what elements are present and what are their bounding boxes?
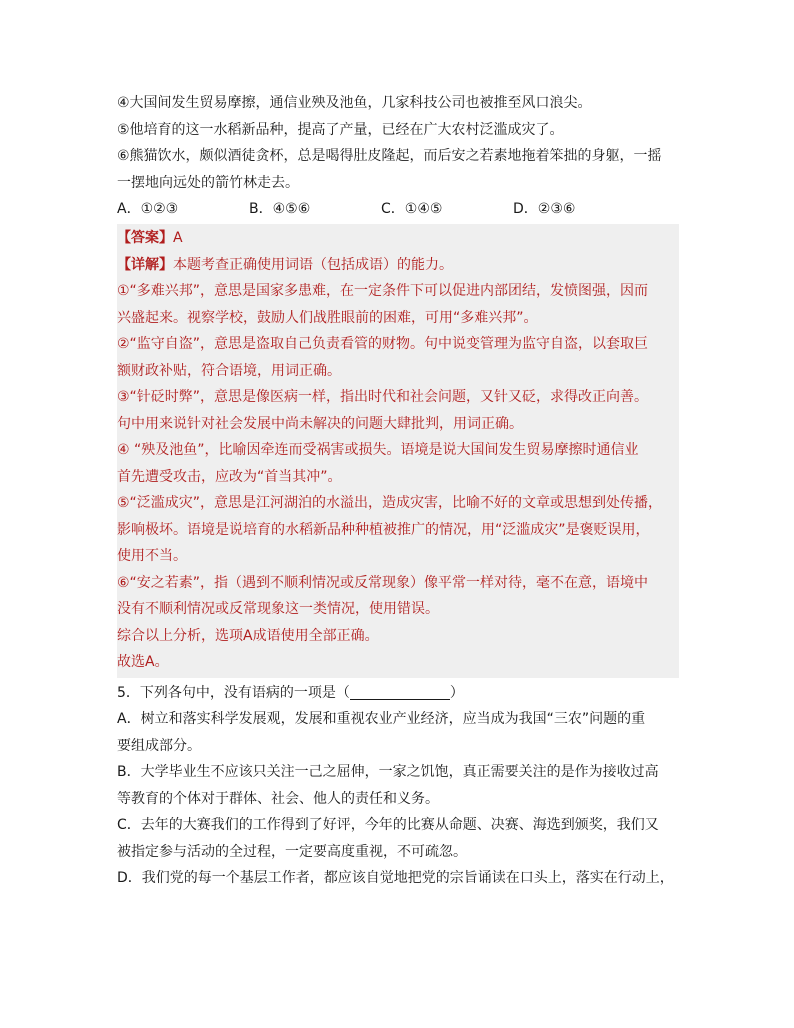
answer-blank[interactable] [350,683,450,700]
answer-value: A [173,230,183,246]
explanation-line: 使用不当。 [117,548,187,564]
explanation-line: ⑤“泛滥成灾”，意思是江河湖泊的水溢出，造成灾害，比喻不好的文章或思想到处传播， [117,495,663,511]
detail-line [117,252,679,279]
option-a: A．①②③ [117,201,179,217]
q5-option-c-continued: 被指定参与活动的全过程，一定要高度重视，不可疏忽。 [117,843,467,860]
explanation-line: 没有不顺利情况或反常现象这一类情况，使用错误。 [117,601,439,617]
option-d: D．②③⑥ [513,201,576,217]
sentence-4: ④大国间发生贸易摩擦，通信业殃及池鱼，几家科技公司也被推至风口浪尖。 [117,95,592,111]
answer-explanation-box [117,224,679,678]
summary-line: 综合以上分析，选项A成语使用全部正确。 [117,627,379,644]
explanation-line: ②“监守自盗”，意思是盗取自己负责看管的财物。句中说变管理为监守自盗，以套取巨 [117,336,649,352]
q5-option-a: A．树立和落实科学发展观，发展和重视农业产业经济，应当成为我国“三农”问题的重 [117,711,646,727]
explanation-line: ④ “殃及池鱼”，比喻因牵连而受祸害或损失。语境是说大国间发生贸易摩擦时通信业 [117,442,639,458]
q5-option-d: D．我们党的每一个基层工作者，都应该自觉地把党的宗旨诵读在口头上，落实在行动上， [117,870,674,886]
explanation-line: ①“多难兴邦”，意思是国家多患难，在一定条件下可以促进内部团结，发愤图强，因而 [117,283,649,299]
sentence-5: ⑤他培育的这一水稻新品种，提高了产量，已经在广大农村泛滥成灾了。 [117,121,564,138]
sentence-6-continued: 一摆地向远处的箭竹林走去。 [117,174,299,191]
option-c: C．①④⑤ [381,201,443,217]
q5-option-c: C．去年的大赛我们的工作得到了好评，今年的比赛从命题、决赛、海选到颁奖，我们又 [117,817,659,833]
q5-option-b: B．大学毕业生不应该只关注一己之屈伸，一家之饥饱，真正需要关注的是作为接收过高 [117,764,659,780]
explanation-line: 首先遭受攻击，应改为“首当其冲”。 [117,468,342,485]
question-sentences [117,90,679,196]
conclusion-line: 故选A。 [117,654,169,670]
sentence-6: ⑥熊猫饮水，颇似酒徒贪杯，总是喝得肚皮隆起，而后安之若素地拖着笨拙的身躯，一摇 [117,148,662,164]
explanation-line: 影响极坏。语境是说培育的水稻新品种种植被推广的情况，用“泛滥成灾”是褒贬误用， [117,521,650,538]
explanation-line: ③“针砭时弊”，意思是像医病一样，指出时代和社会问题，又针又砭，求得改正向善。 [117,389,649,405]
document-content [117,90,679,892]
detail-intro: 本题考查正确使用词语（包括成语）的能力。 [173,256,453,273]
detail-tag: 【详解】 [117,256,173,273]
answer-tag: 【答案】 [117,230,173,246]
question-5 [117,680,679,892]
q5-option-a-continued: 要组成部分。 [117,737,201,754]
q5-option-b-continued: 等教育的个体对于群体、社会、他人的责任和义务。 [117,790,439,807]
answer-options [117,196,679,223]
option-b: B．④⑤⑥ [249,201,311,217]
explanation-line: 句中用来说针对社会发展中尚未解决的问题大肆批判，用词正确。 [117,415,523,432]
question-5-stem: 5．下列各句中，没有语病的一项是（ ） [117,684,464,701]
answer-line [117,225,679,252]
explanation-line: 兴盛起来。视察学校，鼓励人们战胜眼前的困难，可用“多难兴邦”。 [117,309,538,326]
explanation-line: 额财政补贴，符合语境，用词正确。 [117,362,341,379]
explanation-line: ⑥“安之若素”，指（遇到不顺利情况或反常现象）像平常一样对待，毫不在意，语境中 [117,574,649,591]
